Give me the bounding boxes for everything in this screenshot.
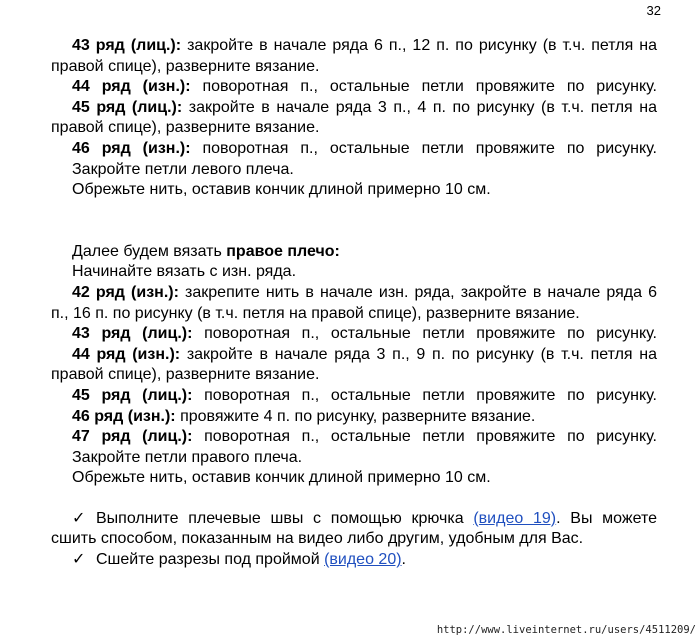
section-gap	[51, 201, 657, 242]
row-label: 47 ряд (лиц.):	[72, 428, 193, 446]
row-46-left	[51, 139, 657, 160]
checkmark-icon: ✓	[72, 509, 86, 527]
intro-text: Далее будем вязать	[72, 242, 227, 260]
section-gap	[51, 489, 657, 509]
row-47-right	[51, 427, 657, 448]
row-45-left	[51, 98, 657, 139]
row-text: поворотная п., остальные петли провяжите по рисунку.	[190, 139, 657, 157]
checkmark-icon: ✓	[72, 551, 86, 569]
cut-thread-right: Обрежьте нить, оставив кончик длиной примерно 10 см.	[72, 469, 491, 487]
video-19-link[interactable]: (видео 19)	[473, 509, 557, 527]
cut-thread-left: Обрежьте нить, оставив кончик длиной примерно 10 см.	[72, 181, 491, 199]
intro-bold: правое плечо:	[226, 242, 340, 260]
row-label: 43 ряд (лиц.):	[72, 325, 193, 343]
row-text: провяжите 4 п. по рисунку, разверните вязание.	[175, 407, 536, 425]
row-44-right	[51, 345, 657, 386]
row-label: 45 ряд (лиц.):	[72, 98, 183, 116]
close-left-shoulder: Закройте петли левого плеча.	[72, 160, 294, 178]
row-text: закройте в начале ряда 6 п., 12 п. по рисунку (в т.ч. петля на правой спице), разверните вязание.	[51, 37, 657, 75]
checklist-text: Выполните плечевые швы с помощью крючка	[96, 509, 474, 527]
row-text: закройте в начале ряда 3 п., 4 п. по рисунку (в т.ч. петля на правой спице), разверните вязание.	[51, 98, 657, 137]
row-label: 44 ряд (изн.):	[72, 78, 191, 96]
row-label: 46 ряд (изн.):	[72, 139, 191, 157]
row-label: 46 ряд (изн.):	[72, 407, 176, 425]
close-right-shoulder: Закройте петли правого плеча.	[72, 448, 303, 466]
row-label: 42 ряд (изн.):	[72, 283, 179, 301]
checklist-text: Сшейте разрезы под проймой	[96, 551, 325, 569]
row-label: 44 ряд (изн.):	[72, 345, 181, 363]
page-number: 32	[646, 3, 661, 18]
row-text: поворотная п., остальные петли провяжите по рисунку.	[190, 78, 657, 96]
row-text: поворотная п., остальные петли провяжите по рисунку.	[192, 428, 657, 446]
row-45-right	[51, 386, 657, 407]
row-text: закройте в начале ряда 3 п., 9 п. по рисунку (в т.ч. петля на правой спице), разверните вязание.	[51, 345, 658, 384]
document-body	[51, 36, 657, 571]
checklist-text: .	[401, 551, 406, 569]
row-label: 43 ряд (лиц.):	[72, 37, 182, 54]
row-text: поворотная п., остальные петли провяжите по рисунку.	[192, 386, 657, 404]
checklist-text: . Вы можете сшить способом, показанным на видео либо другим, удобным для Вас.	[51, 509, 658, 548]
row-text: закрепите нить в начале изн. ряда, закройте в начале ряда 6 п., 16 п. по рисунку (в т.ч. петля на правой спице), разверните вязание.	[51, 283, 657, 322]
row-43-right	[51, 324, 657, 345]
video-20-link[interactable]: (видео 20)	[324, 551, 402, 569]
row-46-right	[51, 407, 657, 428]
watermark-url: http://www.liveinternet.ru/users/4511209/	[436, 624, 696, 636]
right-shoulder-intro	[51, 242, 657, 263]
start-row-note: Начинайте вязать с изн. ряда.	[72, 263, 297, 281]
row-label: 45 ряд (лиц.):	[72, 386, 193, 404]
row-text: поворотная п., остальные петли провяжите по рисунку.	[192, 325, 657, 343]
row-43-left	[51, 36, 657, 77]
checklist-item-side-seams	[51, 550, 657, 571]
row-44-left	[51, 77, 657, 98]
checklist-item-shoulder-seams	[51, 509, 657, 550]
row-42-right	[51, 283, 657, 324]
